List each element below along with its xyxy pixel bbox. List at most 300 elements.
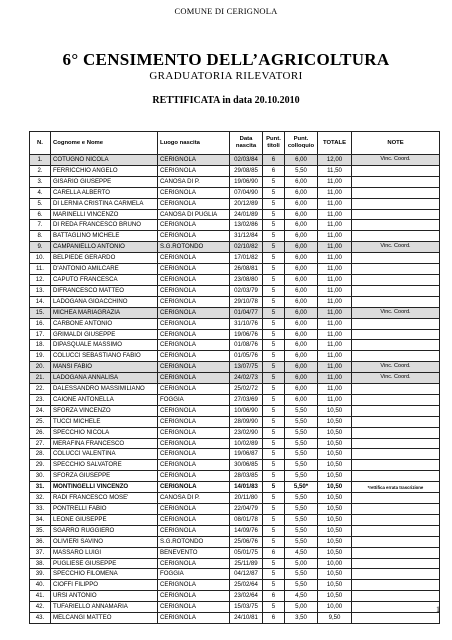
table-row [30, 274, 440, 285]
row-name: MERAFINA FRANCESCO [51, 438, 158, 449]
row-name: BELPIEDE GERARDO [51, 253, 158, 264]
row-birthplace: FOGGIA [158, 394, 230, 405]
row-total: 11,00 [318, 220, 352, 231]
row-birthplace: CERIGNOLA [158, 307, 230, 318]
row-name: CAMPANIELLO ANTONIO [51, 242, 158, 253]
row-name: TUCCI MICHELE [51, 416, 158, 427]
row-birthdate: 10/06/90 [230, 405, 263, 416]
table-row [30, 242, 440, 253]
table-row [30, 580, 440, 591]
row-interview-score: 6,00 [285, 176, 318, 187]
row-birthdate: 15/03/75 [230, 602, 263, 613]
row-total: 10,50 [318, 525, 352, 536]
row-birthplace: CERIGNOLA [158, 514, 230, 525]
row-interview-score: 5,50 [285, 427, 318, 438]
row-name: DI LERNIA CRISTINA CARMELA [51, 198, 158, 209]
row-title-score: 5 [263, 384, 285, 395]
row-number: 13. [30, 285, 51, 296]
row-birthplace: CERIGNOLA [158, 165, 230, 176]
row-number: 23. [30, 394, 51, 405]
row-note [352, 165, 440, 176]
row-name: DALESSANDRO MASSIMILIANO [51, 384, 158, 395]
table-row [30, 602, 440, 613]
row-total: 11,00 [318, 198, 352, 209]
row-interview-score: 6,00 [285, 187, 318, 198]
row-title-score: 6 [263, 591, 285, 602]
row-name: SFORZA VINCENZO [51, 405, 158, 416]
row-interview-score: 5,50 [285, 493, 318, 504]
row-birthdate: 25/02/64 [230, 580, 263, 591]
row-title-score: 6 [263, 613, 285, 624]
row-interview-score: 6,00 [285, 340, 318, 351]
table-row [30, 525, 440, 536]
row-number: 24. [30, 405, 51, 416]
row-birthplace: CERIGNOLA [158, 296, 230, 307]
row-title-score: 5 [263, 187, 285, 198]
row-title-score: 5 [263, 340, 285, 351]
table-row [30, 220, 440, 231]
row-title-score: 5 [263, 307, 285, 318]
row-birthplace: CERIGNOLA [158, 340, 230, 351]
row-name: LADOGANA ANNALISA [51, 373, 158, 384]
page-number: 1 [436, 605, 440, 614]
row-number: 2. [30, 165, 51, 176]
row-birthplace: CERIGNOLA [158, 438, 230, 449]
row-total: 10,50 [318, 514, 352, 525]
row-birthplace: CERIGNOLA [158, 591, 230, 602]
row-title-score: 5 [263, 525, 285, 536]
row-note [352, 449, 440, 460]
table-row [30, 591, 440, 602]
row-birthplace: CERIGNOLA [158, 362, 230, 373]
row-birthdate: 01/05/76 [230, 351, 263, 362]
row-note: Vinc. Coord. [352, 362, 440, 373]
row-note [352, 493, 440, 504]
row-total: 11,50 [318, 165, 352, 176]
row-title-score: 5 [263, 253, 285, 264]
table-row [30, 427, 440, 438]
row-birthdate: 24/10/81 [230, 613, 263, 624]
row-number: 26. [30, 427, 51, 438]
table-row [30, 340, 440, 351]
row-name: COLUCCI SEBASTIANO FABIO [51, 351, 158, 362]
row-title-score: 5 [263, 373, 285, 384]
row-name: MASSARO LUIGI [51, 547, 158, 558]
row-number: 37. [30, 547, 51, 558]
row-note [352, 569, 440, 580]
row-name: MONTINGELLI VINCENZO [51, 482, 158, 493]
table-row [30, 373, 440, 384]
document-subtitle: GRADUATORIA RILEVATORI [149, 70, 303, 82]
row-total: 10,50 [318, 591, 352, 602]
row-note [352, 384, 440, 395]
table-row [30, 416, 440, 427]
row-number: 11. [30, 264, 51, 275]
row-birthplace: CANOSA DI P. [158, 176, 230, 187]
row-name: CAPUTO FRANCESCA [51, 274, 158, 285]
row-note [352, 274, 440, 285]
row-interview-score: 6,00 [285, 198, 318, 209]
row-birthdate: 31/12/84 [230, 231, 263, 242]
row-total: 10,50 [318, 438, 352, 449]
row-name: PONTRELLI FABIO [51, 504, 158, 515]
row-birthdate: 20/11/80 [230, 493, 263, 504]
row-title-score: 5 [263, 176, 285, 187]
row-birthdate: 27/03/69 [230, 394, 263, 405]
row-interview-score: 6,00 [285, 307, 318, 318]
row-birthdate: 01/08/76 [230, 340, 263, 351]
row-interview-score: 6,00 [285, 285, 318, 296]
row-note [352, 580, 440, 591]
table-row [30, 155, 440, 166]
row-name: SPECCHIO SALVATORE [51, 460, 158, 471]
row-number: 21. [30, 373, 51, 384]
row-total: 11,00 [318, 307, 352, 318]
row-title-score: 5 [263, 351, 285, 362]
row-interview-score: 4,50 [285, 591, 318, 602]
row-birthdate: 19/06/90 [230, 176, 263, 187]
table-row [30, 547, 440, 558]
row-note: Vinc. Coord. [352, 155, 440, 166]
row-birthdate: 14/01/83 [230, 482, 263, 493]
row-birthdate: 17/01/82 [230, 253, 263, 264]
row-name: COTUGNO NICOLA [51, 155, 158, 166]
row-number: 34. [30, 514, 51, 525]
row-total: 10,50 [318, 416, 352, 427]
row-note [352, 231, 440, 242]
ranking-table [29, 131, 440, 624]
row-total: 10,50 [318, 547, 352, 558]
row-note [352, 394, 440, 405]
row-birthdate: 07/04/90 [230, 187, 263, 198]
row-birthplace: CERIGNOLA [158, 482, 230, 493]
row-note [352, 558, 440, 569]
row-total: 11,00 [318, 285, 352, 296]
col-header-name: Cognome e Nome [51, 132, 158, 155]
row-number: 41. [30, 591, 51, 602]
row-total: 10,50 [318, 482, 352, 493]
row-birthdate: 19/06/87 [230, 449, 263, 460]
row-note [352, 405, 440, 416]
table-row [30, 253, 440, 264]
col-header-number: N. [30, 132, 51, 155]
row-number: 5. [30, 198, 51, 209]
row-total: 10,00 [318, 602, 352, 613]
row-birthplace: CERIGNOLA [158, 558, 230, 569]
row-total: 11,00 [318, 362, 352, 373]
row-number: 31. [30, 482, 51, 493]
row-note [352, 329, 440, 340]
row-interview-score: 5,50* [285, 482, 318, 493]
row-title-score: 6 [263, 165, 285, 176]
row-note [352, 591, 440, 602]
row-birthdate: 01/04/77 [230, 307, 263, 318]
row-name: LEONE GIUSEPPE [51, 514, 158, 525]
row-name: PUGLIESE GIUSEPPE [51, 558, 158, 569]
row-interview-score: 6,00 [285, 351, 318, 362]
row-interview-score: 6,00 [285, 394, 318, 405]
row-note: Vinc. Coord. [352, 373, 440, 384]
row-total: 10,50 [318, 405, 352, 416]
row-birthdate: 31/10/76 [230, 318, 263, 329]
row-name: TUFARIELLO ANNAMARIA [51, 602, 158, 613]
table-row [30, 613, 440, 624]
row-interview-score: 5,00 [285, 558, 318, 569]
row-title-score: 5 [263, 438, 285, 449]
row-name: CARELLA ALBERTO [51, 187, 158, 198]
row-total: 11,00 [318, 394, 352, 405]
row-total: 9,50 [318, 613, 352, 624]
table-row [30, 285, 440, 296]
row-number: 14. [30, 296, 51, 307]
row-birthdate: 25/02/72 [230, 384, 263, 395]
row-name: CAIONE ANTONELLA [51, 394, 158, 405]
row-total: 11,00 [318, 176, 352, 187]
row-note [352, 264, 440, 275]
row-title-score: 5 [263, 482, 285, 493]
row-interview-score: 6,00 [285, 155, 318, 166]
row-note [352, 536, 440, 547]
row-birthplace: CERIGNOLA [158, 329, 230, 340]
table-row [30, 514, 440, 525]
col-header-birthdate: Data nascita [230, 132, 263, 155]
row-number: 22. [30, 384, 51, 395]
row-title-score: 5 [263, 416, 285, 427]
row-total: 11,00 [318, 318, 352, 329]
row-birthdate: 23/02/90 [230, 427, 263, 438]
row-interview-score: 5,50 [285, 471, 318, 482]
row-interview-score: 5,50 [285, 514, 318, 525]
row-note [352, 220, 440, 231]
row-birthplace: BENEVENTO [158, 547, 230, 558]
row-number: 7. [30, 220, 51, 231]
row-number: 27. [30, 438, 51, 449]
row-title-score: 5 [263, 318, 285, 329]
row-interview-score: 5,50 [285, 165, 318, 176]
row-interview-score: 5,50 [285, 504, 318, 515]
document-title: 6° CENSIMENTO DELL’AGRICOLTURA [62, 50, 390, 69]
row-total: 10,00 [318, 558, 352, 569]
row-number: 8. [30, 231, 51, 242]
row-interview-score: 6,00 [285, 220, 318, 231]
table-row [30, 536, 440, 547]
row-note [352, 525, 440, 536]
row-interview-score: 5,50 [285, 569, 318, 580]
row-name: D'ANTONIO AMILCARE [51, 264, 158, 275]
row-note: *rettifica errata trascrizione [352, 482, 440, 493]
row-total: 10,50 [318, 449, 352, 460]
row-birthplace: CERIGNOLA [158, 384, 230, 395]
table-row [30, 176, 440, 187]
row-total: 11,00 [318, 209, 352, 220]
row-note [352, 340, 440, 351]
row-birthdate: 02/03/79 [230, 285, 263, 296]
row-birthdate: 24/02/73 [230, 373, 263, 384]
row-title-score: 5 [263, 296, 285, 307]
row-number: 17. [30, 329, 51, 340]
row-total: 10,50 [318, 471, 352, 482]
row-interview-score: 5,50 [285, 405, 318, 416]
row-title-score: 5 [263, 449, 285, 460]
row-number: 19. [30, 351, 51, 362]
table-row [30, 394, 440, 405]
row-name: MARINELLI VINCENZO [51, 209, 158, 220]
row-title-score: 5 [263, 493, 285, 504]
row-total: 11,00 [318, 242, 352, 253]
row-total: 11,00 [318, 253, 352, 264]
row-number: 39. [30, 569, 51, 580]
municipality-name: COMUNE DI CERIGNOLA [174, 6, 278, 16]
row-birthplace: CERIGNOLA [158, 613, 230, 624]
row-title-score: 5 [263, 460, 285, 471]
row-total: 10,50 [318, 427, 352, 438]
row-name: RADI FRANCESCO MOSE' [51, 493, 158, 504]
row-title-score: 5 [263, 504, 285, 515]
row-note [352, 187, 440, 198]
row-birthplace: CERIGNOLA [158, 416, 230, 427]
row-birthplace: CERIGNOLA [158, 318, 230, 329]
row-title-score: 5 [263, 558, 285, 569]
row-number: 6. [30, 209, 51, 220]
table-row [30, 165, 440, 176]
row-name: DIFRANCESCO MATTEO [51, 285, 158, 296]
table-row [30, 493, 440, 504]
rectification-date: RETTIFICATA in data 20.10.2010 [152, 95, 300, 106]
row-birthdate: 25/11/89 [230, 558, 263, 569]
row-birthplace: CANOSA DI P. [158, 493, 230, 504]
row-number: 16. [30, 318, 51, 329]
row-birthdate: 28/09/90 [230, 416, 263, 427]
row-interview-score: 5,50 [285, 525, 318, 536]
row-birthplace: CERIGNOLA [158, 351, 230, 362]
row-birthplace: CERIGNOLA [158, 264, 230, 275]
row-total: 10,50 [318, 460, 352, 471]
row-title-score: 5 [263, 231, 285, 242]
table-row [30, 558, 440, 569]
row-birthdate: 08/01/78 [230, 514, 263, 525]
row-birthdate: 19/06/76 [230, 329, 263, 340]
row-birthdate: 29/08/85 [230, 165, 263, 176]
table-header-row [30, 132, 440, 155]
table-row [30, 504, 440, 515]
row-birthdate: 02/10/82 [230, 242, 263, 253]
row-title-score: 5 [263, 209, 285, 220]
row-interview-score: 6,00 [285, 253, 318, 264]
col-header-total: TOTALE [318, 132, 352, 155]
row-name: SPECCHIO FILOMENA [51, 569, 158, 580]
row-total: 11,00 [318, 373, 352, 384]
row-total: 11,00 [318, 329, 352, 340]
row-note [352, 416, 440, 427]
row-title-score: 6 [263, 155, 285, 166]
table-row [30, 438, 440, 449]
row-number: 32. [30, 493, 51, 504]
row-total: 10,50 [318, 569, 352, 580]
row-name: SGARRO RUGGIERO [51, 525, 158, 536]
row-interview-score: 5,50 [285, 536, 318, 547]
row-birthdate: 14/09/76 [230, 525, 263, 536]
table-row [30, 471, 440, 482]
row-birthdate: 26/08/81 [230, 264, 263, 275]
row-total: 11,00 [318, 351, 352, 362]
row-note: Vinc. Coord. [352, 307, 440, 318]
row-title-score: 5 [263, 329, 285, 340]
row-birthdate: 25/06/76 [230, 536, 263, 547]
row-name: CARBONE ANTONIO [51, 318, 158, 329]
row-interview-score: 6,00 [285, 231, 318, 242]
row-note [352, 209, 440, 220]
row-total: 11,00 [318, 384, 352, 395]
row-birthplace: CERIGNOLA [158, 198, 230, 209]
table-row [30, 307, 440, 318]
row-birthplace: CERIGNOLA [158, 449, 230, 460]
row-name: MANSI FABIO [51, 362, 158, 373]
row-number: 3. [30, 176, 51, 187]
row-interview-score: 5,50 [285, 438, 318, 449]
row-title-score: 5 [263, 569, 285, 580]
col-header-title-score: Punt. titoli [263, 132, 285, 155]
row-interview-score: 6,00 [285, 296, 318, 307]
row-total: 11,00 [318, 274, 352, 285]
row-birthdate: 13/02/86 [230, 220, 263, 231]
row-title-score: 5 [263, 394, 285, 405]
table-row [30, 362, 440, 373]
row-birthplace: CERIGNOLA [158, 580, 230, 591]
row-name: CIOFFI FILIPPO [51, 580, 158, 591]
row-interview-score: 6,00 [285, 373, 318, 384]
row-name: FERRICCHIO ANGELO [51, 165, 158, 176]
row-birthplace: CERIGNOLA [158, 187, 230, 198]
row-birthdate: 20/12/89 [230, 198, 263, 209]
row-note [352, 253, 440, 264]
row-note [352, 460, 440, 471]
table-row [30, 405, 440, 416]
row-name: MICHEA MARIAGRAZIA [51, 307, 158, 318]
row-birthdate: 28/03/85 [230, 471, 263, 482]
row-title-score: 5 [263, 405, 285, 416]
row-note [352, 547, 440, 558]
row-number: 15. [30, 307, 51, 318]
row-note [352, 198, 440, 209]
row-interview-score: 5,50 [285, 416, 318, 427]
col-header-birthplace: Luogo nascita [158, 132, 230, 155]
row-birthdate: 13/07/75 [230, 362, 263, 373]
row-note [352, 471, 440, 482]
row-note [352, 613, 440, 624]
row-total: 11,00 [318, 340, 352, 351]
row-interview-score: 5,50 [285, 580, 318, 591]
row-interview-score: 5,00 [285, 602, 318, 613]
row-birthplace: CERIGNOLA [158, 602, 230, 613]
row-total: 11,00 [318, 231, 352, 242]
row-birthplace: CERIGNOLA [158, 460, 230, 471]
row-interview-score: 6,00 [285, 318, 318, 329]
row-title-score: 5 [263, 580, 285, 591]
table-row [30, 351, 440, 362]
row-birthplace: CERIGNOLA [158, 155, 230, 166]
row-number: 38. [30, 558, 51, 569]
row-birthdate: 23/08/80 [230, 274, 263, 285]
row-number: 12. [30, 274, 51, 285]
row-total: 10,50 [318, 580, 352, 591]
row-birthdate: 24/01/89 [230, 209, 263, 220]
row-number: 4. [30, 187, 51, 198]
row-number: 43. [30, 613, 51, 624]
table-row [30, 264, 440, 275]
row-title-score: 5 [263, 514, 285, 525]
row-number: 33. [30, 504, 51, 515]
row-name: BATTAGLINO MICHELE [51, 231, 158, 242]
